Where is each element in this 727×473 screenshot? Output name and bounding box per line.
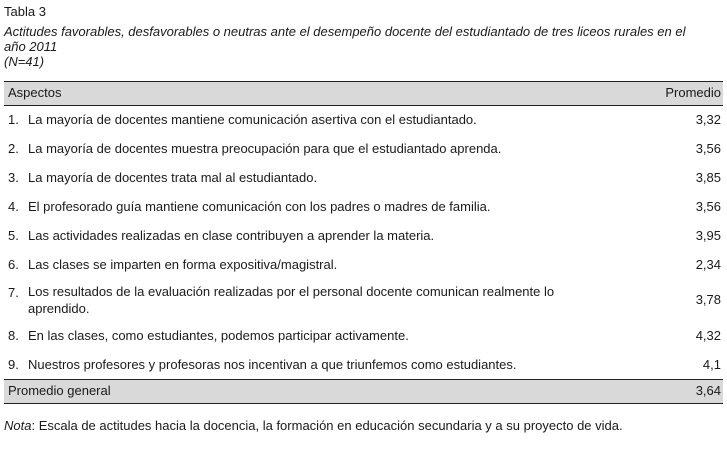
row-number: 6. <box>8 256 19 272</box>
table-label: Tabla 3 <box>4 4 46 19</box>
row-number: 2. <box>8 140 19 156</box>
row-value: 3,85 <box>695 169 721 185</box>
row-aspect: Las actividades realizadas en clase contribuyen a aprender la materia. <box>28 227 435 243</box>
row-value: 2,34 <box>695 256 721 272</box>
note-prefix: Nota <box>4 418 32 433</box>
table-row <box>4 222 723 251</box>
table-row <box>4 322 723 351</box>
row-aspect: La mayoría de docentes muestra preocupación para que el estudiantado aprenda. <box>28 140 502 156</box>
table-row <box>4 164 723 193</box>
row-value: 3,32 <box>695 112 721 128</box>
row-value: 4,32 <box>695 327 721 343</box>
row-aspect: En las clases, como estudiantes, podemos participar activamente. <box>28 327 409 343</box>
table-row <box>4 193 723 222</box>
row-number: 7. <box>8 284 19 300</box>
table-header-row <box>4 82 723 106</box>
row-value: 3,56 <box>695 140 721 156</box>
row-value: 4,1 <box>702 356 721 372</box>
row-value: 3,95 <box>695 227 721 243</box>
header-aspects: Aspectos <box>8 85 62 101</box>
title-line-2: año 2011 <box>4 39 58 54</box>
title-line-3: (N=41) <box>4 54 45 69</box>
row-number: 3. <box>8 169 19 185</box>
table-title <box>4 24 723 69</box>
title-line-1: Actitudes favorables, desfavorables o neutras ante el desempeño docente del estudiantado de tres liceos rurales en el <box>4 24 686 39</box>
row-aspect: La mayoría de docentes mantiene comunicación asertiva con el estudiantado. <box>28 112 477 128</box>
row-aspect: Nuestros profesores y profesoras nos incentivan a que triunfemos como estudiantes. <box>28 356 517 372</box>
row-number: 9. <box>8 356 19 372</box>
table-row <box>4 280 723 322</box>
row-aspect: Las clases se imparten en forma expositiva/magistral. <box>28 256 338 272</box>
row-value: 3,78 <box>695 292 721 308</box>
row-value: 3,56 <box>695 198 721 214</box>
row-number: 5. <box>8 227 19 243</box>
row-aspect: La mayoría de docentes trata mal al estudiantado. <box>28 169 318 185</box>
attitudes-table <box>4 81 723 404</box>
footer-value: 3,64 <box>695 383 721 399</box>
row-number: 1. <box>8 112 19 128</box>
header-average: Promedio <box>665 85 721 101</box>
note-text: : Escala de actitudes hacia la docencia, la formación en educación secundaria y a su proyecto de vida. <box>31 418 623 433</box>
table-row <box>4 106 723 135</box>
row-number: 8. <box>8 327 19 343</box>
table-row <box>4 351 723 380</box>
row-aspect: El profesorado guía mantiene comunicación con los padres o madres de familia. <box>28 198 491 214</box>
table-footer-row <box>4 380 723 404</box>
table-note <box>4 418 723 434</box>
table-row <box>4 251 723 280</box>
footer-label: Promedio general <box>8 383 111 399</box>
row-aspect: Los resultados de la evaluación realizadas por el personal docente comunican realmente lo aprendido. <box>28 284 555 316</box>
row-number: 4. <box>8 198 19 214</box>
document-page <box>4 4 723 434</box>
table-row <box>4 135 723 164</box>
